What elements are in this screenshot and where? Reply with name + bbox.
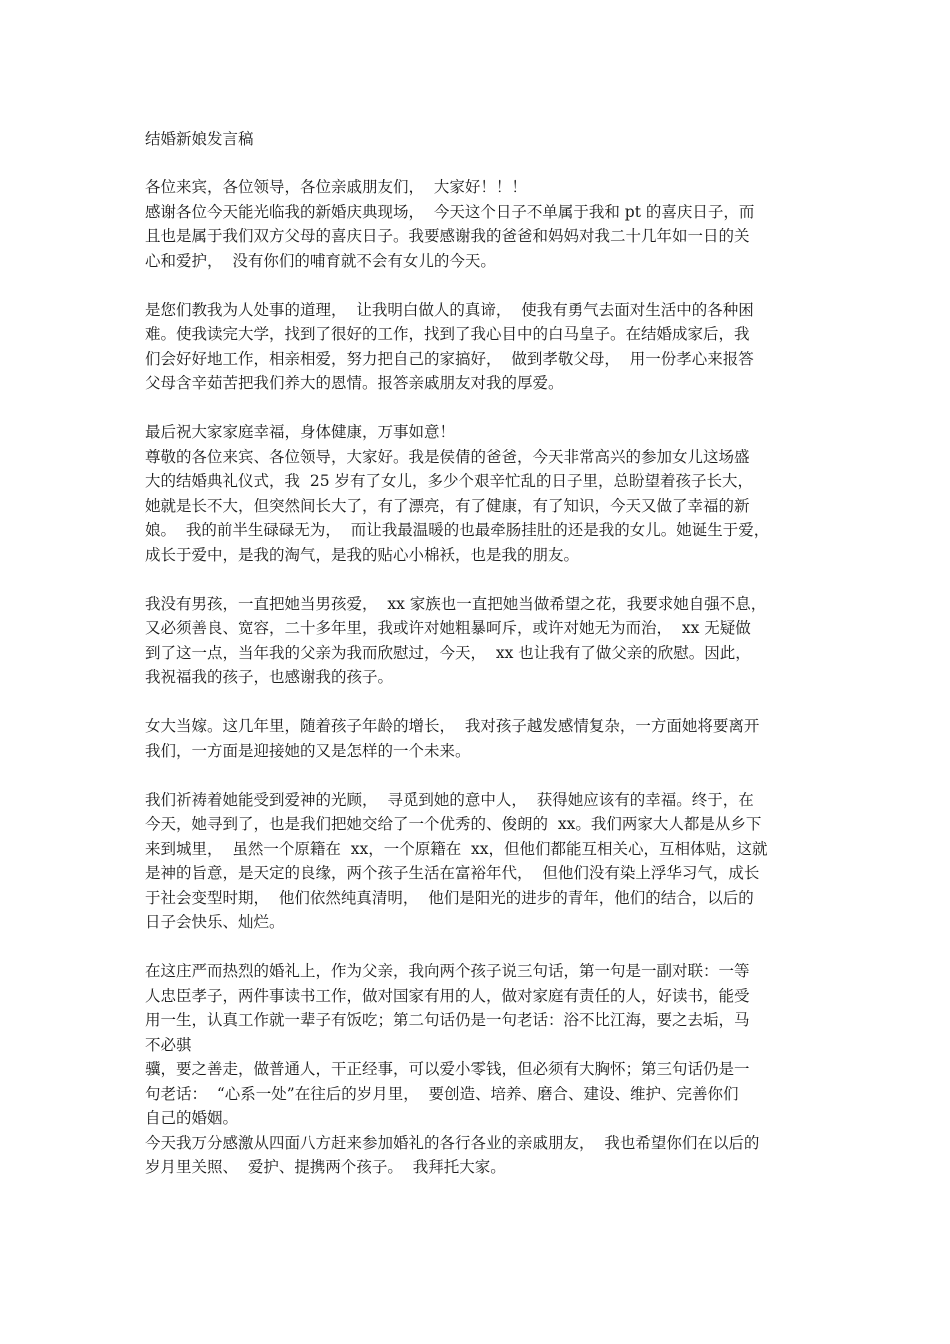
text-line: 感谢各位今天能光临我的新婚庆典现场， 今天这个日子不单属于我和 pt 的喜庆日子，而 [145,202,755,221]
text-line: 在这庄严而热烈的婚礼上，作为父亲，我向两个孩子说三句话，第一句是一副对联：一等 [145,962,750,980]
paragraph-gap [145,763,835,788]
text-line: 句老话： “心系一处”在往后的岁月里， 要创造、培养、磨合、建设、维护、完善你们 [145,1084,739,1103]
text-line: 大的结婚典礼仪式，我 25 岁有了女儿，多少个艰辛忙乱的日子里，总盼望着孩子长大， [145,472,754,490]
text-line: 于社会变型时期， 他们依然纯真清明， 他们是阳光的进步的青年，他们的结合，以后的 [145,888,754,907]
text-line: 不必骐 [145,1035,192,1054]
text-line: 骥，要之善走，做普通人，干正经事，可以爱小零钱，但必须有大胸怀；第三句话仍是一 [145,1060,750,1078]
text-line: 她就是长不大，但突然间长大了，有了漂亮，有了健康，有了知识，今天又做了幸福的新 [145,496,750,515]
paragraph-three-sayings [145,959,835,1180]
text-line: 我们，一方面是迎接她的又是怎样的一个未来。 [145,741,471,760]
text-line: 女大当嫁。这几年里，随着孩子年龄的增长， 我对孩子越发感情复杂，一方面她将要离开 [145,717,760,735]
text-line: 难。使我读完大学，找到了很好的工作，找到了我心目中的白马皇子。在结婚成家后，我 [145,325,750,343]
text-line: 岁月里关照、 爱护、提携两个孩子。 我拜托大家。 [145,1158,506,1176]
text-line: 用一生，认真工作就一辈子有饭吃；第二句话仍是一句老话：浴不比江海，要之去垢，马 [145,1011,750,1029]
paragraph-father-speech-intro [145,420,835,567]
paragraph-marriage-age [145,714,835,763]
paragraph-gap [145,935,835,960]
document-body [145,175,835,1180]
text-line: 们会好好地工作，相亲相爱，努力把自己的家搞好， 做到孝敬父母， 用一份孝心来报答 [145,349,754,368]
document-title: 结婚新娘发言稿 [145,130,254,148]
text-line: 成长于爱中，是我的淘气，是我的贴心小棉袄，也是我的朋友。 [145,545,580,564]
text-line: 父母含辛茹苦把我们养大的恩情。报答亲戚朋友对我的厚爱。 [145,374,564,392]
text-line: 心和爱护， 没有你们的哺育就不会有女儿的今天。 [145,251,496,270]
paragraph-blessing [145,788,835,935]
paragraph-greeting [145,175,835,273]
paragraph-gap [145,690,835,715]
text-line: 各位来宾，各位领导，各位亲戚朋友们， 大家好！！！ [145,178,527,196]
paragraph-gap [145,273,835,298]
text-line: 来到城里， 虽然一个原籍在 xx，一个原籍在 xx，但他们都能互相关心，互相体贴，这就 [145,839,768,858]
paragraph-gap [145,396,835,421]
text-line: 今天我万分感激从四面八方赶来参加婚礼的各行各业的亲戚朋友， 我也希望你们在以后的 [145,1133,760,1152]
text-line: 娘。 我的前半生碌碌无为， 而让我最温暖的也最牵肠挂肚的还是我的女儿。她诞生于爱， [145,521,770,539]
text-line: 今天，她寻到了，也是我们把她交给了一个优秀的、俊朗的 xx。我们两家大人都是从乡下 [145,815,762,833]
paragraph-gap [145,567,835,592]
text-line: 人忠臣孝子，两件事读书工作，做对国家有用的人，做对家庭有责任的人，好读书，能受 [145,986,750,1005]
text-line: 是您们教我为人处事的道理， 让我明白做人的真谛， 使我有勇气去面对生活中的各种困 [145,300,754,319]
paragraph-no-son [145,592,835,690]
text-line: 我祝福我的孩子，也感谢我的孩子。 [145,668,394,686]
text-line: 且也是属于我们双方父母的喜庆日子。我要感谢我的爸爸和妈妈对我二十几年如一日的关 [145,227,750,245]
text-line: 日子会快乐、灿烂。 [145,913,285,931]
text-line: 我们祈祷着她能受到爱神的光顾， 寻觅到她的意中人， 获得她应该有的幸福。终于，在 [145,790,754,809]
text-line: 自己的婚姻。 [145,1109,239,1127]
paragraph-thanks-parents [145,298,835,396]
text-line: 我没有男孩，一直把她当男孩爱， xx 家族也一直把她当做希望之花，我要求她自强不息， [145,594,767,613]
text-line: 尊敬的各位来宾、各位领导，大家好。我是侯倩的爸爸，今天非常高兴的参加女儿这场盛 [145,447,750,466]
text-line: 到了这一点，当年我的父亲为我而欣慰过，今天， xx 也让我有了做父亲的欣慰。因此， [145,643,751,662]
text-line: 最后祝大家家庭幸福，身体健康，万事如意！ [145,423,456,441]
text-line: 是神的旨意，是天定的良缘，两个孩子生活在富裕年代， 但他们没有染上浮华习气，成长 [145,864,760,882]
text-line: 又必须善良、宽容，二十多年里，我或许对她粗暴呵斥，或许对她无为而治， xx 无疑做 [145,619,751,637]
